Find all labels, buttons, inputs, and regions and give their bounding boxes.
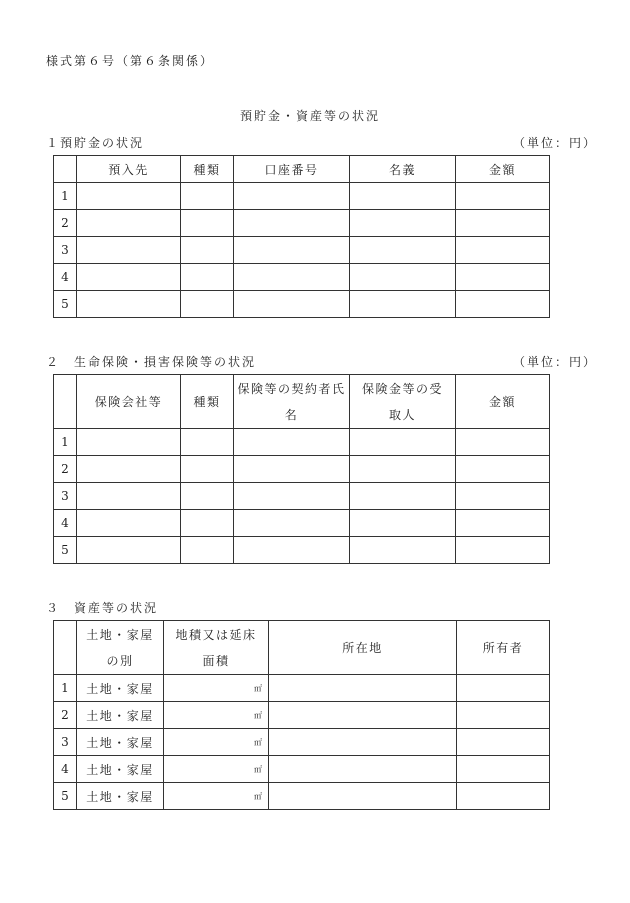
input-cell[interactable]: [269, 675, 457, 702]
header-cell: 保険等の契約者氏名: [234, 375, 350, 429]
input-cell[interactable]: [350, 237, 456, 264]
table-row: [54, 783, 550, 810]
table-row: [54, 237, 550, 264]
input-cell[interactable]: [234, 429, 350, 456]
input-cell[interactable]: [350, 456, 456, 483]
row-number: 2: [54, 702, 77, 729]
section1-unit: （単位：円）: [513, 136, 598, 150]
section2-unit: （単位：円）: [513, 355, 598, 369]
row-number: 2: [54, 456, 77, 483]
input-cell[interactable]: [269, 783, 457, 810]
row-number: 5: [54, 291, 77, 318]
input-cell[interactable]: [350, 483, 456, 510]
header-cell: 所有者: [457, 621, 550, 675]
input-cell[interactable]: [234, 210, 350, 237]
insurance-table: [53, 374, 550, 564]
input-cell[interactable]: [456, 237, 550, 264]
section3-title: ３ 資産等の状況: [46, 601, 159, 615]
input-cell[interactable]: [77, 183, 181, 210]
input-cell[interactable]: [234, 456, 350, 483]
header-cell: 種類: [181, 156, 234, 183]
input-cell[interactable]: [181, 210, 234, 237]
input-cell[interactable]: [350, 429, 456, 456]
input-cell[interactable]: [181, 264, 234, 291]
table-row: [54, 291, 550, 318]
header-cell: 名義: [350, 156, 456, 183]
land-building-type: 土地・家屋: [77, 675, 164, 702]
header-cell: 保険会社等: [77, 375, 181, 429]
row-number: 1: [54, 429, 77, 456]
header-cell: 預入先: [77, 156, 181, 183]
input-cell[interactable]: [350, 510, 456, 537]
input-cell[interactable]: [456, 483, 550, 510]
input-cell[interactable]: [234, 483, 350, 510]
header-cell: 金額: [456, 156, 550, 183]
row-number: 5: [54, 537, 77, 564]
header-cell: 地積又は延床面積: [164, 621, 269, 675]
input-cell[interactable]: [181, 483, 234, 510]
land-building-type: 土地・家屋: [77, 729, 164, 756]
table-header-row: [54, 156, 550, 183]
header-cell-blank: [54, 621, 77, 675]
input-cell[interactable]: [181, 510, 234, 537]
table-row: [54, 264, 550, 291]
input-cell[interactable]: [77, 510, 181, 537]
deposits-table: [53, 155, 550, 318]
input-cell[interactable]: [457, 675, 550, 702]
input-cell[interactable]: [456, 210, 550, 237]
area-unit[interactable]: ㎡: [164, 702, 269, 729]
input-cell[interactable]: [181, 456, 234, 483]
input-cell[interactable]: [77, 291, 181, 318]
header-cell-blank: [54, 375, 77, 429]
form-number: 様式第６号（第６条関係）: [46, 54, 215, 68]
header-cell-blank: [54, 156, 77, 183]
input-cell[interactable]: [181, 237, 234, 264]
assets-table: [53, 620, 550, 810]
input-cell[interactable]: [234, 237, 350, 264]
row-number: 3: [54, 237, 77, 264]
input-cell[interactable]: [457, 756, 550, 783]
input-cell[interactable]: [269, 702, 457, 729]
input-cell[interactable]: [77, 429, 181, 456]
input-cell[interactable]: [234, 537, 350, 564]
table-row: [54, 429, 550, 456]
table-row: [54, 210, 550, 237]
row-number: 1: [54, 675, 77, 702]
row-number: 2: [54, 210, 77, 237]
input-cell[interactable]: [234, 183, 350, 210]
section2-title: ２ 生命保険・損害保険等の状況: [46, 355, 257, 369]
input-cell[interactable]: [456, 429, 550, 456]
input-cell[interactable]: [234, 264, 350, 291]
table-row: [54, 756, 550, 783]
area-unit[interactable]: ㎡: [164, 783, 269, 810]
table-row: [54, 702, 550, 729]
row-number: 4: [54, 510, 77, 537]
land-building-type: 土地・家屋: [77, 783, 164, 810]
row-number: 3: [54, 729, 77, 756]
input-cell[interactable]: [234, 510, 350, 537]
input-cell[interactable]: [456, 456, 550, 483]
input-cell[interactable]: [456, 264, 550, 291]
header-cell: 土地・家屋の別: [77, 621, 164, 675]
header-cell: 保険金等の受取人: [350, 375, 456, 429]
input-cell[interactable]: [77, 456, 181, 483]
input-cell[interactable]: [350, 537, 456, 564]
header-cell: 所在地: [269, 621, 457, 675]
input-cell[interactable]: [456, 537, 550, 564]
input-cell[interactable]: [350, 210, 456, 237]
table-row: [54, 675, 550, 702]
input-cell[interactable]: [350, 264, 456, 291]
header-cell: 金額: [456, 375, 550, 429]
input-cell[interactable]: [457, 729, 550, 756]
table-header-row: [54, 375, 550, 429]
area-unit[interactable]: ㎡: [164, 675, 269, 702]
input-cell[interactable]: [181, 537, 234, 564]
table-row: [54, 483, 550, 510]
table-row: [54, 729, 550, 756]
area-unit[interactable]: ㎡: [164, 756, 269, 783]
input-cell[interactable]: [457, 702, 550, 729]
row-number: 4: [54, 756, 77, 783]
input-cell[interactable]: [77, 237, 181, 264]
land-building-type: 土地・家屋: [77, 702, 164, 729]
document-title: 預貯金・資産等の状況: [240, 109, 381, 123]
header-cell: 種類: [181, 375, 234, 429]
land-building-type: 土地・家屋: [77, 756, 164, 783]
input-cell[interactable]: [350, 183, 456, 210]
input-cell[interactable]: [77, 264, 181, 291]
input-cell[interactable]: [456, 291, 550, 318]
table-row: [54, 537, 550, 564]
input-cell[interactable]: [456, 183, 550, 210]
section1-title: １預貯金の状況: [46, 136, 145, 150]
table-row: [54, 183, 550, 210]
input-cell[interactable]: [234, 291, 350, 318]
row-number: 1: [54, 183, 77, 210]
header-cell: 口座番号: [234, 156, 350, 183]
input-cell[interactable]: [350, 291, 456, 318]
input-cell[interactable]: [77, 210, 181, 237]
table-header-row: [54, 621, 550, 675]
table-row: [54, 456, 550, 483]
input-cell[interactable]: [181, 183, 234, 210]
input-cell[interactable]: [269, 729, 457, 756]
row-number: 3: [54, 483, 77, 510]
input-cell[interactable]: [77, 483, 181, 510]
row-number: 5: [54, 783, 77, 810]
area-unit[interactable]: ㎡: [164, 729, 269, 756]
row-number: 4: [54, 264, 77, 291]
input-cell[interactable]: [181, 429, 234, 456]
input-cell[interactable]: [77, 537, 181, 564]
input-cell[interactable]: [456, 510, 550, 537]
input-cell[interactable]: [181, 291, 234, 318]
input-cell[interactable]: [457, 783, 550, 810]
input-cell[interactable]: [269, 756, 457, 783]
table-row: [54, 510, 550, 537]
